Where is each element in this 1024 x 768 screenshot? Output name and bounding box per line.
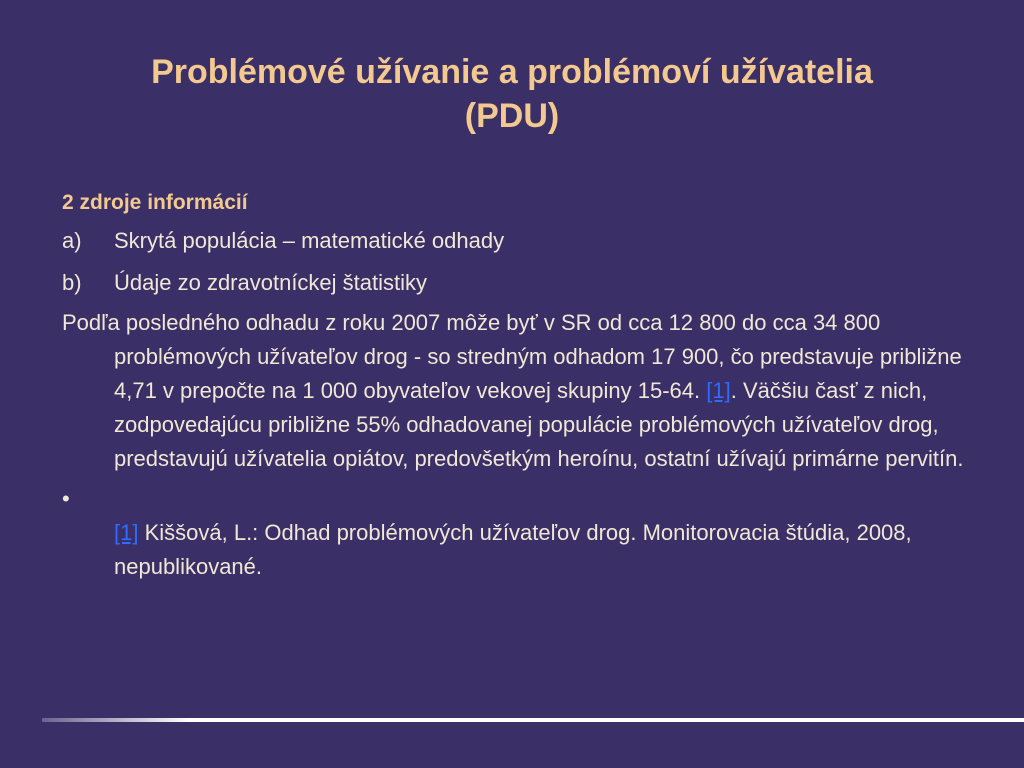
footnote-reference-link[interactable]: [1] [114, 520, 139, 545]
list-marker-b: b) [62, 270, 82, 295]
title-line-2: (PDU) [464, 97, 560, 135]
slide-title [40, 50, 984, 138]
bullet-point: • [62, 486, 70, 511]
list-item-b [62, 262, 992, 304]
footnote-text: Kiššová, L.: Odhad problémových užívateľov drog. Monitorovacia štúdia, 2008, nepublikované. [114, 520, 912, 579]
footnote [62, 516, 992, 584]
estimate-paragraph [62, 306, 992, 476]
list-marker-a: a) [62, 228, 82, 253]
paragraph-text-before-ref: Podľa posledného odhadu z roku 2007 môže byť v SR od cca 12 800 do cca 34 800 problémových užívateľov drog - so stredným odhadom 17 900, čo predstavuje približne 4,71 v prepočte na 1 000 obyvateľov vekovej skupiny 15-64. [62, 310, 962, 403]
slide-content [62, 186, 992, 584]
title-line-1: Problémové užívanie a problémoví užívatelia [151, 53, 873, 91]
list-item-a [62, 220, 992, 262]
footer-divider [42, 718, 1024, 722]
paragraph-text-after-ref: . Väčšiu časť z nich, zodpovedajúcu približne 55% odhadovanej populácie problémových užívateľov drog, predstavujú užívatelia opiátov, predovšetkým heroínu, ostatní užívajú primárne pervitín. [114, 378, 964, 471]
list-text-a: Skrytá populácia – matematické odhady [114, 228, 505, 253]
list-text-b: Údaje zo zdravotníckej štatistiky [114, 270, 428, 295]
reference-link[interactable]: [1] [706, 378, 731, 403]
section-heading: 2 zdroje informácií [62, 191, 248, 214]
